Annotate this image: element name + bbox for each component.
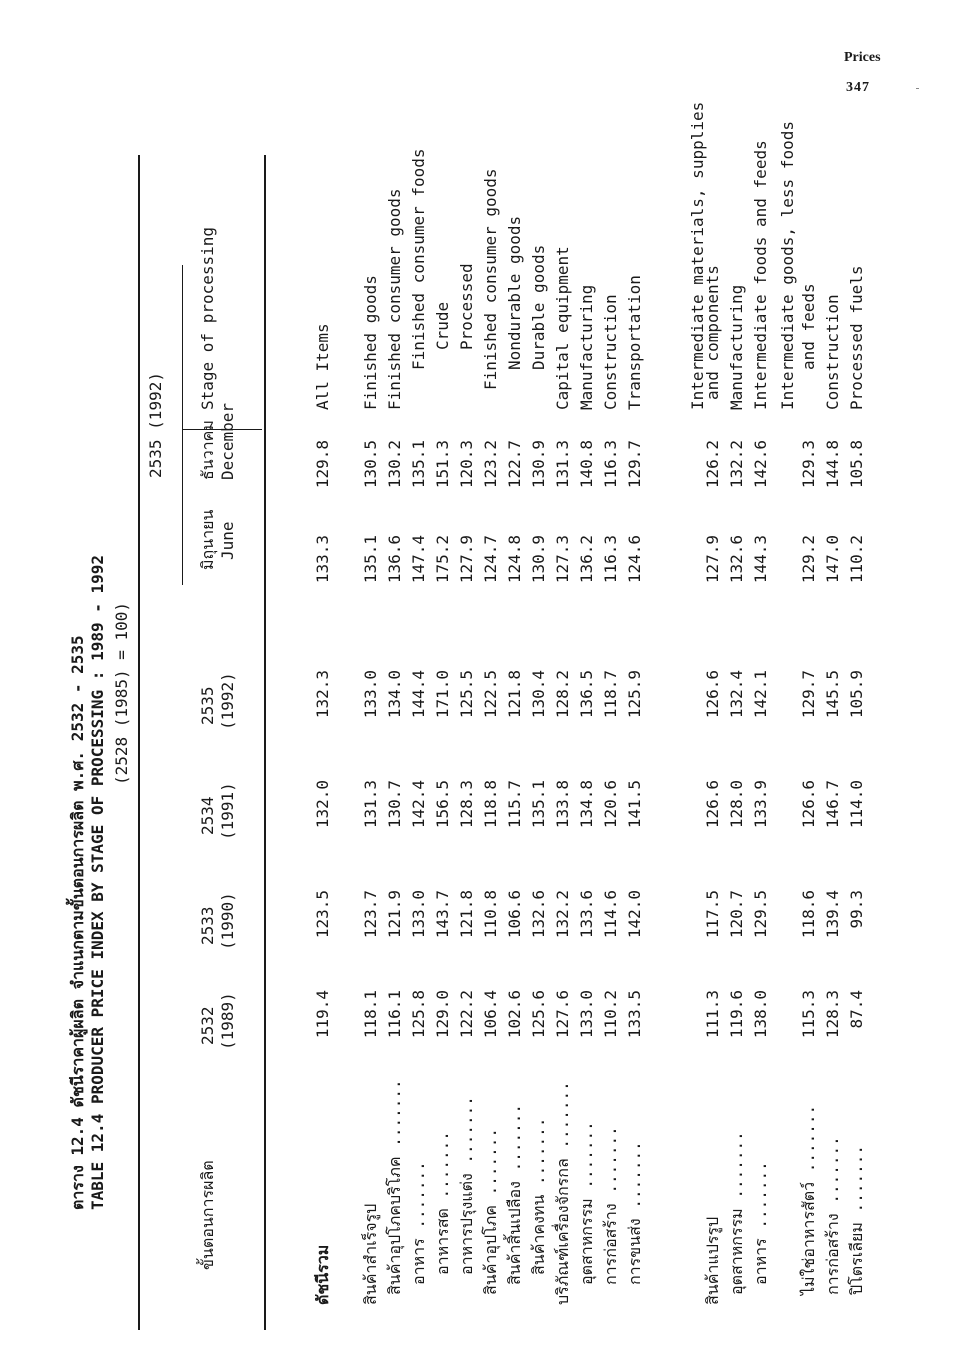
- table-cell: 144.4: [409, 670, 428, 719]
- table-cell: 118.7: [601, 670, 620, 719]
- table-cell: 144.8: [823, 440, 842, 489]
- table-base-note: (2528 (1985) = 100): [112, 601, 131, 785]
- row-label-thai: อุตสาหกรรม .......: [727, 1131, 746, 1295]
- table-cell: 126.6: [799, 780, 818, 829]
- row-label-thai: อาหารปรุงแต่ง .......: [457, 1096, 476, 1275]
- table-cell: 116.3: [601, 535, 620, 584]
- table-cell: 138.0: [751, 990, 770, 1039]
- scan-speck: [916, 88, 919, 89]
- col-header-month-th: มิถุนายน: [198, 509, 217, 570]
- table-cell: 105.8: [847, 440, 866, 489]
- row-label-thai: สินค้าสิ้นเปลือง .......: [505, 1103, 524, 1285]
- table-cell: 129.8: [313, 440, 332, 489]
- group-header: 2535 (1992): [146, 372, 165, 478]
- table-cell: 135.1: [361, 535, 380, 584]
- table-cell: 136.6: [385, 535, 404, 584]
- table-cell: 129.2: [799, 535, 818, 584]
- table-cell: 116.1: [385, 990, 404, 1039]
- table-cell: 118.1: [361, 990, 380, 1039]
- row-label-english: Finished consumer goods: [481, 168, 500, 390]
- table-cell: 126.6: [703, 670, 722, 719]
- table-cell: 132.4: [727, 670, 746, 719]
- table-cell: 133.5: [625, 990, 644, 1039]
- table-cell: 127.9: [457, 535, 476, 584]
- table-cell: 143.7: [433, 890, 452, 939]
- table-cell: 106.4: [481, 990, 500, 1039]
- table-cell: 132.6: [529, 890, 548, 939]
- table-cell: 130.7: [385, 780, 404, 829]
- table-cell: 121.8: [457, 890, 476, 939]
- table-cell: 130.5: [361, 440, 380, 489]
- row-label-english: Construction: [823, 294, 842, 410]
- table-cell: 133.0: [361, 670, 380, 719]
- table-cell: 126.2: [703, 440, 722, 489]
- row-label-english: Manufacturing: [727, 284, 746, 410]
- table-cell: 136.2: [577, 535, 596, 584]
- table-cell: 146.7: [823, 780, 842, 829]
- table-cell: 120.7: [727, 890, 746, 939]
- table-cell: 130.2: [385, 440, 404, 489]
- table-cell: 145.5: [823, 670, 842, 719]
- table-cell: 111.3: [703, 990, 722, 1039]
- table-cell: 122.5: [481, 670, 500, 719]
- table-cell: 135.1: [409, 440, 428, 489]
- row-label-english: Construction: [601, 294, 620, 410]
- table-cell: 123.5: [313, 890, 332, 939]
- table-cell: 140.8: [577, 440, 596, 489]
- col-header-year-en: (1989): [218, 992, 237, 1050]
- table-cell: 105.9: [847, 670, 866, 719]
- row-label-english: Processed: [457, 263, 476, 350]
- table-cell: 175.2: [433, 535, 452, 584]
- table-cell: 125.8: [409, 990, 428, 1039]
- row-label-english-cont: and feeds: [799, 283, 818, 370]
- row-label-thai: สินค้าอุปโภค .......: [481, 1127, 500, 1295]
- section-header: Prices: [844, 50, 881, 65]
- table-cell: 131.3: [361, 780, 380, 829]
- table-cell: 142.1: [751, 670, 770, 719]
- table-cell: 136.5: [577, 670, 596, 719]
- table-cell: 133.0: [409, 890, 428, 939]
- table-cell: 134.8: [577, 780, 596, 829]
- stage-header-thai: ขั้นตอนการผลิต: [198, 1160, 217, 1270]
- row-label-thai: ไม่ใช่อาหารสัตว์ .......: [799, 1104, 818, 1295]
- table-cell: 115.3: [799, 990, 818, 1039]
- row-label-english: Nondurable goods: [505, 215, 524, 370]
- table-cell: 122.7: [505, 440, 524, 489]
- row-label-english: Capital equipment: [553, 246, 572, 410]
- table-cell: 147.0: [823, 535, 842, 584]
- row-label-english: Finished consumer foods: [409, 148, 428, 370]
- row-label-thai: การก่อสร้าง .......: [601, 1126, 620, 1285]
- row-label-thai: อุตสาหกรรม .......: [577, 1121, 596, 1285]
- table-cell: 127.3: [553, 535, 572, 584]
- table-cell: 115.7: [505, 780, 524, 829]
- table-cell: 133.9: [751, 780, 770, 829]
- table-cell: 132.6: [727, 535, 746, 584]
- table-cell: 130.9: [529, 535, 548, 584]
- table-title-thai: ตาราง 12.4 ดัชนีราคาผู้ผลิต จำแนกตามขั้นตอนการผลิต พ.ศ. 2532 - 2535: [68, 635, 87, 1210]
- col-header-year-en: (1991): [218, 782, 237, 840]
- table-cell: 106.6: [505, 890, 524, 939]
- table-cell: 129.7: [625, 440, 644, 489]
- row-label-thai: การขนส่ง .......: [625, 1141, 644, 1285]
- table-cell: 114.0: [847, 780, 866, 829]
- row-label-english: Intermediate foods and feeds: [751, 140, 770, 410]
- table-cell: 129.7: [799, 670, 818, 719]
- table-cell: 127.9: [703, 535, 722, 584]
- table-cell: 119.4: [313, 990, 332, 1039]
- table-cell: 87.4: [847, 990, 866, 1029]
- row-label-thai: ดัชนีรวม: [313, 1244, 332, 1305]
- row-label-thai: สินค้าแปรรูป: [703, 1216, 722, 1305]
- table-cell: 124.7: [481, 535, 500, 584]
- row-label-english-cont: and components: [703, 265, 722, 400]
- table-cell: 124.8: [505, 535, 524, 584]
- table-cell: 114.6: [601, 890, 620, 939]
- table-cell: 129.0: [433, 990, 452, 1039]
- row-label-english: Intermediate materials, supplies: [688, 101, 707, 410]
- table-cell: 141.5: [625, 780, 644, 829]
- table-cell: 120.3: [457, 440, 476, 489]
- table-cell: 156.5: [433, 780, 452, 829]
- table-cell: 125.5: [457, 670, 476, 719]
- table-cell: 142.4: [409, 780, 428, 829]
- table-cell: 132.2: [553, 890, 572, 939]
- table-cell: 151.3: [433, 440, 452, 489]
- col-header-year-th: 2533: [198, 906, 217, 945]
- table-cell: 128.0: [727, 780, 746, 829]
- table-cell: 121.8: [505, 670, 524, 719]
- table-cell: 135.1: [529, 780, 548, 829]
- table-cell: 133.8: [553, 780, 572, 829]
- table-cell: 117.5: [703, 890, 722, 939]
- row-label-english: Finished goods: [361, 275, 380, 410]
- table-cell: 125.9: [625, 670, 644, 719]
- table-cell: 102.6: [505, 990, 524, 1039]
- table-cell: 142.0: [625, 890, 644, 939]
- row-label-english: Manufacturing: [577, 284, 596, 410]
- table-cell: 147.4: [409, 535, 428, 584]
- table-cell: 122.2: [457, 990, 476, 1039]
- row-label-english: Transportation: [625, 275, 644, 410]
- table-cell: 132.3: [313, 670, 332, 719]
- table-cell: 123.2: [481, 440, 500, 489]
- page-number: 347: [846, 80, 870, 95]
- row-label-thai: บริภัณฑ์เครื่องจักรกล .......: [553, 1081, 572, 1305]
- col-header-year-th: 2532: [198, 1006, 217, 1045]
- table-cell: 144.3: [751, 535, 770, 584]
- table-cell: 130.4: [529, 670, 548, 719]
- row-label-thai: สินค้าสำเร็จรูป: [361, 1203, 380, 1305]
- table-cell: 128.2: [553, 670, 572, 719]
- table-cell: 118.8: [481, 780, 500, 829]
- col-header-month-en: June: [218, 521, 237, 560]
- col-header-year-en: (1990): [218, 892, 237, 950]
- col-header-year-th: 2534: [198, 796, 217, 835]
- row-label-thai: อาหาร .......: [751, 1161, 770, 1285]
- row-label-thai: อาหารสด .......: [433, 1131, 452, 1275]
- table-cell: 99.3: [847, 890, 866, 929]
- row-label-english: All Items: [313, 323, 332, 410]
- header-rule: [264, 155, 266, 1330]
- table-cell: 171.0: [433, 670, 452, 719]
- table-cell: 139.4: [823, 890, 842, 939]
- table-cell: 131.3: [553, 440, 572, 489]
- table-cell: 134.0: [385, 670, 404, 719]
- table-cell: 132.2: [727, 440, 746, 489]
- table-cell: 128.3: [823, 990, 842, 1039]
- table-cell: 120.6: [601, 780, 620, 829]
- table-title-english: TABLE 12.4 PRODUCER PRICE INDEX BY STAGE OF PROCESSING : 1989 - 1992: [88, 554, 107, 1210]
- table-cell: 123.7: [361, 890, 380, 939]
- row-label-thai: สินค้าคงทน .......: [529, 1117, 548, 1275]
- table-cell: 129.3: [799, 440, 818, 489]
- table-cell: 124.6: [625, 535, 644, 584]
- table-cell: 110.2: [601, 990, 620, 1039]
- row-label-english: Durable goods: [529, 244, 548, 370]
- table-cell: 128.3: [457, 780, 476, 829]
- row-label-thai: การก่อสร้าง .......: [823, 1136, 842, 1295]
- group-underline: [182, 265, 183, 585]
- table-cell: 110.8: [481, 890, 500, 939]
- row-label-thai: อาหาร .......: [409, 1161, 428, 1285]
- row-label-english: Crude: [433, 301, 452, 350]
- table-cell: 129.5: [751, 890, 770, 939]
- col-header-year-en: (1992): [218, 672, 237, 730]
- table-cell: 132.0: [313, 780, 332, 829]
- row-label-thai: สินค้าอุปโภคบริโภค .......: [385, 1079, 404, 1295]
- table-cell: 133.0: [577, 990, 596, 1039]
- table-cell: 119.6: [727, 990, 746, 1039]
- row-label-english: Processed fuels: [847, 265, 866, 410]
- row-label-english: Intermediate goods, less foods: [778, 121, 797, 410]
- table-cell: 133.3: [313, 535, 332, 584]
- row-label-english: Finished consumer goods: [385, 188, 404, 410]
- table-cell: 121.9: [385, 890, 404, 939]
- table-cell: 116.3: [601, 440, 620, 489]
- price-index-table: [60, 101, 866, 1330]
- table-cell: 127.6: [553, 990, 572, 1039]
- stage-header-english-label: Stage of processing: [198, 226, 217, 410]
- table-cell: 133.6: [577, 890, 596, 939]
- col-header-year-th: 2535: [198, 686, 217, 725]
- table-cell: 142.6: [751, 440, 770, 489]
- col-header-month-th: ธันวาคม: [198, 420, 217, 480]
- col-header-month-en: December: [218, 402, 237, 480]
- table-cell: 130.9: [529, 440, 548, 489]
- top-rule: [138, 155, 140, 1330]
- table-cell: 118.6: [799, 890, 818, 939]
- table-cell: 126.6: [703, 780, 722, 829]
- row-label-thai: ปิโตรเลียม .......: [847, 1145, 866, 1295]
- table-cell: 110.2: [847, 535, 866, 584]
- table-cell: 125.6: [529, 990, 548, 1039]
